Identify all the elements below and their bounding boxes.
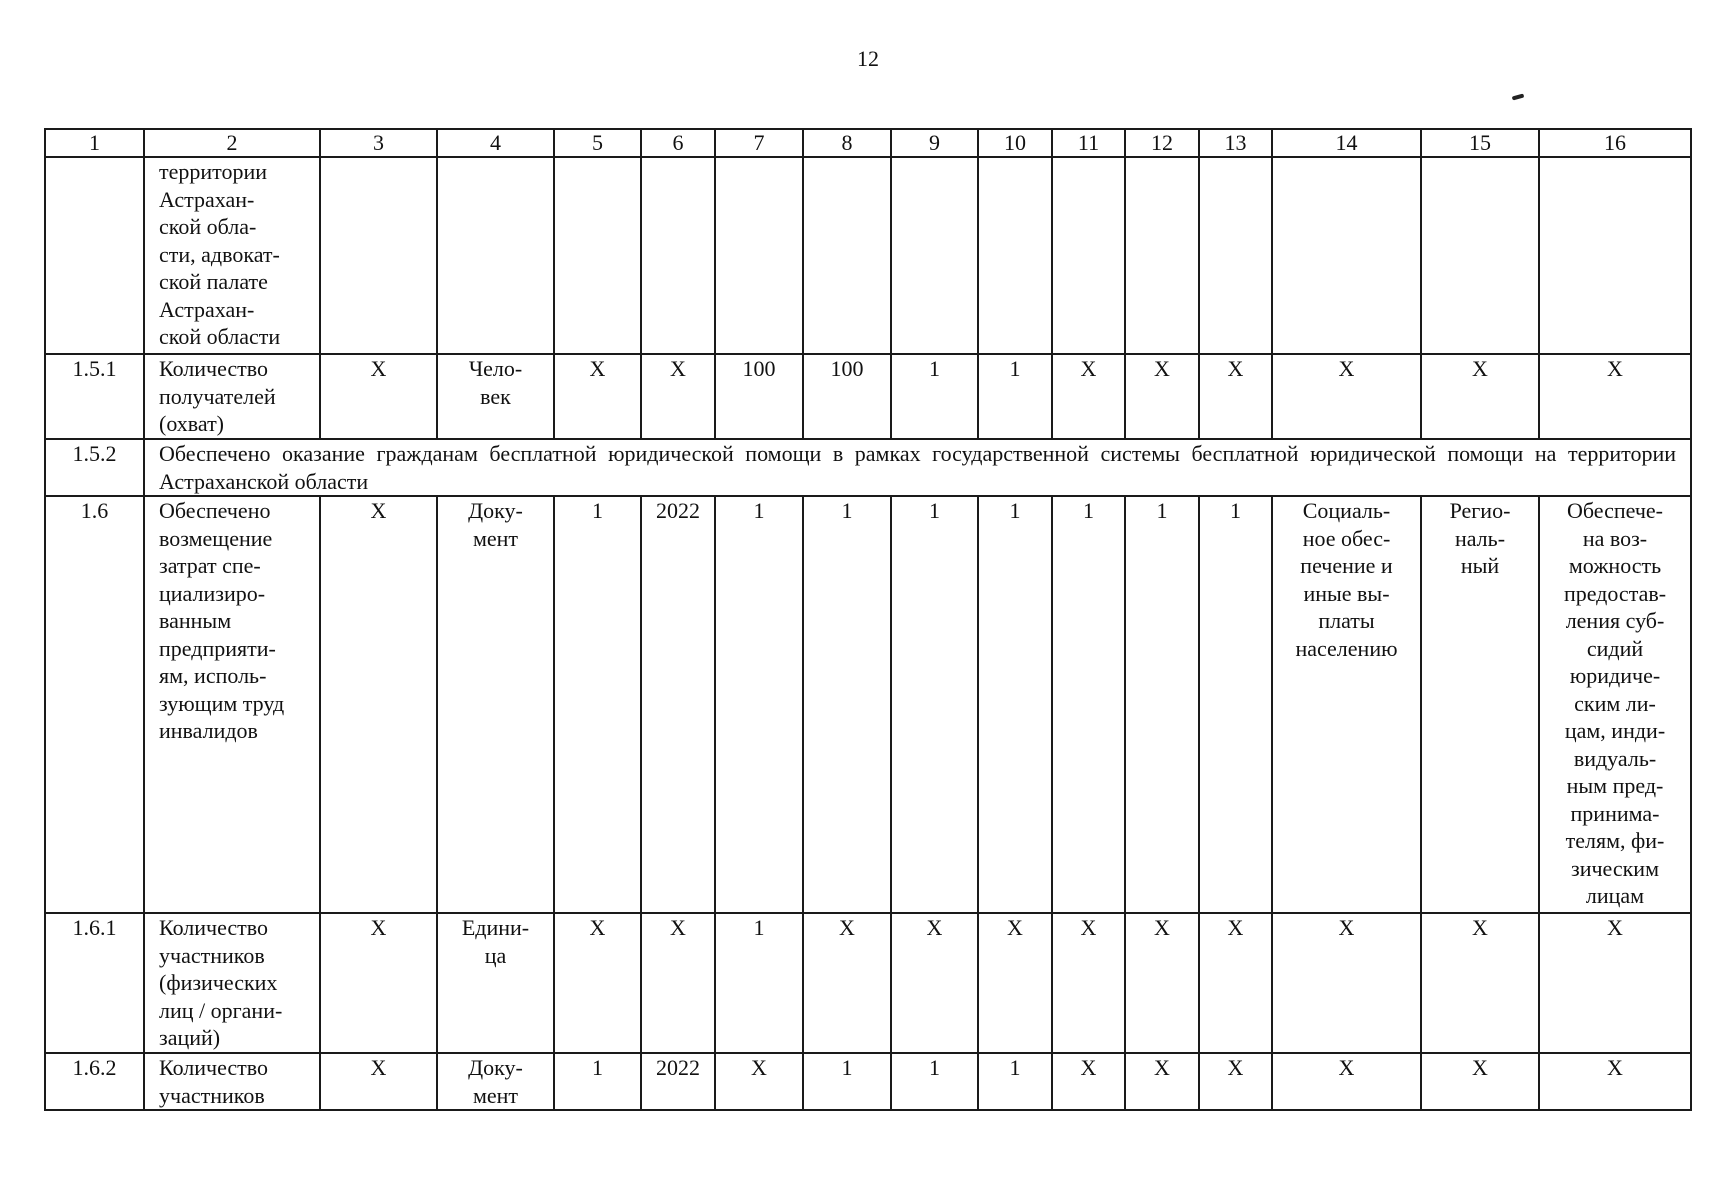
header-cell-8: 8 <box>803 129 891 157</box>
cell-empty <box>803 157 891 354</box>
cell-unit: Едини- ца <box>437 913 554 1053</box>
cell-empty <box>978 157 1052 354</box>
cell-number: 1.5.1 <box>45 354 144 439</box>
cell-col5: X <box>554 913 641 1053</box>
cell-empty <box>1199 157 1272 354</box>
cell-col3: X <box>320 354 437 439</box>
cell-col3: X <box>320 496 437 913</box>
cell-col10: X <box>978 913 1052 1053</box>
cell-col8: X <box>803 913 891 1053</box>
cell-empty <box>1125 157 1199 354</box>
table-row-1-5-1 <box>45 354 1691 439</box>
cell-col7: 1 <box>715 496 803 913</box>
cell-empty <box>554 157 641 354</box>
cell-col10: 1 <box>978 354 1052 439</box>
cell-empty <box>437 157 554 354</box>
cell-col15: X <box>1421 1053 1539 1110</box>
page-number: 12 <box>857 46 879 71</box>
cell-empty <box>1539 157 1691 354</box>
cell-col8: 1 <box>803 1053 891 1110</box>
cell-empty <box>1272 157 1421 354</box>
cell-col16: X <box>1539 1053 1691 1110</box>
cell-col12: X <box>1125 1053 1199 1110</box>
cell-unit: Доку- мент <box>437 496 554 913</box>
cell-empty <box>1421 157 1539 354</box>
cell-col9: 1 <box>891 496 978 913</box>
cell-col9: X <box>891 913 978 1053</box>
cell-col15: X <box>1421 913 1539 1053</box>
header-cell-2: 2 <box>144 129 320 157</box>
cell-col14: X <box>1272 1053 1421 1110</box>
table-row-1-6 <box>45 496 1691 913</box>
table-header-row <box>45 129 1691 157</box>
cell-number: 1.5.2 <box>45 439 144 496</box>
cell-unit: Доку- мент <box>437 1053 554 1110</box>
cell-number: 1.6.1 <box>45 913 144 1053</box>
cell-col11: 1 <box>1052 496 1125 913</box>
cell-col16: Обеспече- на воз- можность предостав- ления суб- сидий юридиче- ским ли- цам, инди- видуаль- ным пред- принима- телям, фи- зическим лицам <box>1539 496 1691 913</box>
cell-name: Количество участников (физических лиц / органи- заций) <box>144 913 320 1053</box>
cell-empty <box>715 157 803 354</box>
cell-col13: X <box>1199 354 1272 439</box>
header-cell-7: 7 <box>715 129 803 157</box>
header-cell-12: 12 <box>1125 129 1199 157</box>
cell-col13: 1 <box>1199 496 1272 913</box>
cell-col9: 1 <box>891 354 978 439</box>
cell-col11: X <box>1052 354 1125 439</box>
cell-col8: 100 <box>803 354 891 439</box>
indicators-table <box>44 128 1692 1111</box>
cell-empty <box>320 157 437 354</box>
cell-col15: Регио- наль- ный <box>1421 496 1539 913</box>
cell-name: Обеспечено возмещение затрат спе- циализиро- ванным предприяти- ям, исполь- зующим труд инвалидов <box>144 496 320 913</box>
header-cell-16: 16 <box>1539 129 1691 157</box>
cell-col9: 1 <box>891 1053 978 1110</box>
table-row-1-6-1 <box>45 913 1691 1053</box>
cell-col16: X <box>1539 913 1691 1053</box>
table-row-continuation <box>45 157 1691 354</box>
cell-col6: 2022 <box>641 496 715 913</box>
header-cell-4: 4 <box>437 129 554 157</box>
cell-col12: X <box>1125 354 1199 439</box>
cell-empty <box>891 157 978 354</box>
cell-name: Количество участников <box>144 1053 320 1110</box>
cell-col12: 1 <box>1125 496 1199 913</box>
cell-col5: X <box>554 354 641 439</box>
cell-col6: X <box>641 913 715 1053</box>
cell-empty <box>1052 157 1125 354</box>
header-cell-5: 5 <box>554 129 641 157</box>
cell-unit: Чело- век <box>437 354 554 439</box>
cell-col7: 100 <box>715 354 803 439</box>
cell-col5: 1 <box>554 496 641 913</box>
cell-col16: X <box>1539 354 1691 439</box>
cell-col14: Социаль- ное обес- печение и иные вы- платы населению <box>1272 496 1421 913</box>
header-cell-15: 15 <box>1421 129 1539 157</box>
ink-mark <box>1512 94 1525 101</box>
header-cell-3: 3 <box>320 129 437 157</box>
cell-col3: X <box>320 1053 437 1110</box>
cell-col15: X <box>1421 354 1539 439</box>
cell-col13: X <box>1199 1053 1272 1110</box>
cell-col12: X <box>1125 913 1199 1053</box>
cell-col8: 1 <box>803 496 891 913</box>
cell-col10: 1 <box>978 496 1052 913</box>
cell-merged-description: Обеспечено оказание гражданам бесплатной юридической помощи в рамках государственной системы бесплатной юридической помощи на территории Астраханской области <box>144 439 1691 496</box>
cell-col14: X <box>1272 913 1421 1053</box>
header-cell-13: 13 <box>1199 129 1272 157</box>
cell-col5: 1 <box>554 1053 641 1110</box>
header-cell-11: 11 <box>1052 129 1125 157</box>
cell-col7: X <box>715 1053 803 1110</box>
table-row-1-5-2 <box>45 439 1691 496</box>
cell-number: 1.6 <box>45 496 144 913</box>
cell-col13: X <box>1199 913 1272 1053</box>
cell-col3: X <box>320 913 437 1053</box>
cell-col6: 2022 <box>641 1053 715 1110</box>
cell-col6: X <box>641 354 715 439</box>
cell-col14: X <box>1272 354 1421 439</box>
cell-col7: 1 <box>715 913 803 1053</box>
header-cell-10: 10 <box>978 129 1052 157</box>
cell-col10: 1 <box>978 1053 1052 1110</box>
cell-number: 1.6.2 <box>45 1053 144 1110</box>
cell-name-continuation: территории Астрахан- ской обла- сти, адвокат- ской палате Астрахан- ской области <box>144 157 320 354</box>
header-cell-9: 9 <box>891 129 978 157</box>
header-cell-14: 14 <box>1272 129 1421 157</box>
table-row-1-6-2 <box>45 1053 1691 1110</box>
cell-empty <box>45 157 144 354</box>
header-cell-6: 6 <box>641 129 715 157</box>
header-cell-1: 1 <box>45 129 144 157</box>
cell-name: Количество получателей (охват) <box>144 354 320 439</box>
cell-col11: X <box>1052 913 1125 1053</box>
cell-col11: X <box>1052 1053 1125 1110</box>
cell-empty <box>641 157 715 354</box>
